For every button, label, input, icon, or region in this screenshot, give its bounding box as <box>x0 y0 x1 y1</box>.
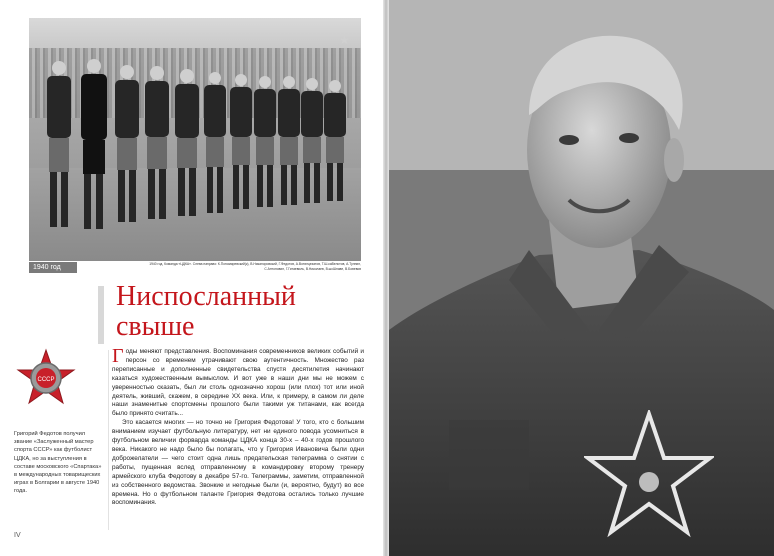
title-accent-bar <box>98 286 104 344</box>
paragraph-1: оды меняют представления. Воспоминания современников великих событий и персон со временем утрачивают свою аутентичность. Множество раз переписанные и дополненные свидетельства спустя десятилетия начинают казаться художественным вымыслом. И вот уже в наши дни мы не можем с уверенностью сказать, был ли столь однозначно хорош (или плох) тот или иной деятель, живший, скажем, в середине XX века. Или, к примеру, в самом ли деле наши знаменитые спортсмены прошлого были такими уж титанами, как всегда было принято считать... <box>112 348 364 418</box>
star-icon: ★ <box>339 33 350 47</box>
player-figure <box>254 76 276 207</box>
badge-text: СССР <box>37 377 55 383</box>
player-figure <box>47 61 71 227</box>
player-figure <box>230 74 252 209</box>
player-figure <box>175 69 199 216</box>
page-number: IV <box>14 532 21 539</box>
portrait-photo <box>389 0 774 556</box>
photo-year-label: 1940 год <box>29 262 77 273</box>
player-figure <box>145 66 169 219</box>
player-figure <box>324 80 346 201</box>
army-star-emblem-icon <box>584 410 714 540</box>
photo-caption: 1940 год. Команда «ЦДКА». Слева направо: К.Пономаревский(к), В.Никаноровский, Г.Федотов, А.Вотинцезатов, Т.Ш.каВелотов, А.Тулпин, С.Антоновин, Г.Гитаевиль, В.Николаев, В.шсШнаве, В.Бовевов <box>149 262 361 271</box>
column-divider <box>108 350 109 530</box>
right-page <box>389 0 774 556</box>
left-page <box>0 0 386 556</box>
player-figure <box>115 65 139 222</box>
badge-caption: Григорий Федотов получил звание «Заслуженный мастер спорта СССР» как футболист ЦДКА, но за выступления в составе московского «Спартака» в международных товарищеских играх в Болгарии в августе 1940 года. <box>14 431 102 495</box>
article-body <box>112 345 364 508</box>
dropcap-letter: Г <box>112 345 124 367</box>
merited-master-badge-icon <box>16 348 76 410</box>
team-photo <box>29 18 361 261</box>
article-title: Ниспосланный свыше <box>116 281 296 342</box>
player-figure <box>81 59 107 229</box>
paragraph-2: Это касается многих — но точно не Григория Федотова! У того, кто с большим вниманием изучает футбольную литературу, нет ни единого повода усомниться в футбольном величии форварда команды ЦДКА конца 30-х – 40-х годов прошлого века. Никакого не надо было бы полагать, что у Григория Ивановича были одни доброжелатели — чего стоит одна лишь предательская телеграмма о снятии с работы, пущенная вслед отправленному в командировку второму тренеру армейского клуба Федотову в декабре 57-го. Телеграммы, заметим, отправленной из собственного ведомства. Звонкие и негодные были (и, вероятно, будут) во все времена. Но о футбольном таланте Григория Федотова остались только лучшие воспоминания. <box>112 419 364 507</box>
player-figure <box>204 72 226 213</box>
players-silhouettes <box>29 18 361 261</box>
player-figure <box>301 78 323 203</box>
player-figure <box>278 76 300 205</box>
